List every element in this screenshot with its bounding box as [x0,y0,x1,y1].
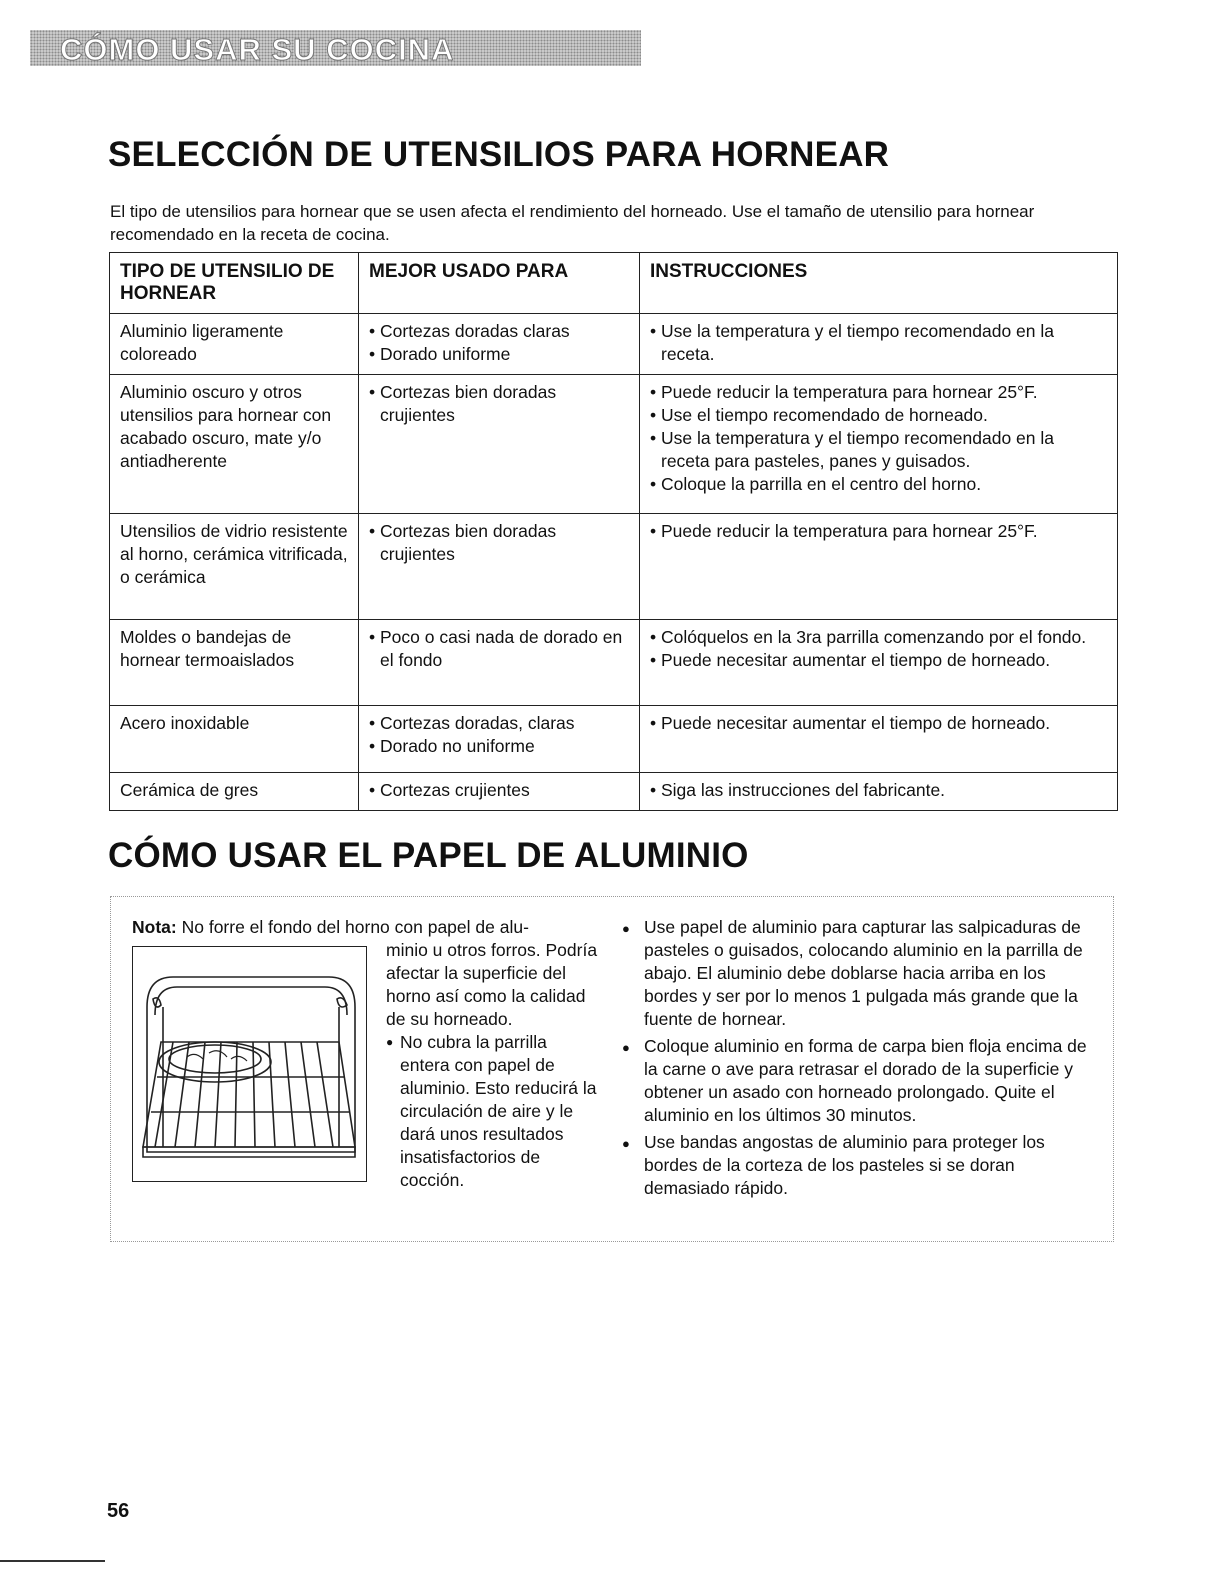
instructions-cell [640,706,1118,773]
note-paragraph [132,916,602,939]
list-item: • Puede necesitar aumentar el tiempo de horneado. [650,649,1107,672]
list-item: ● Coloque aluminio en forma de carpa bien floja encima de la carne o ave para retrasar el dorado de la superficie y obtener un asado con horneado prolongado. Quite el aluminio en los últimos 30 minutos. [622,1035,1092,1127]
best-used-cell [359,773,640,811]
page-number: 56 [107,1500,130,1522]
intro-paragraph: El tipo de utensilios para hornear que se usen afecta el rendimiento del horneado. Use el tamaño de utensilio para hornear recomendado en la receta de cocina. [110,202,1035,244]
list-item: ● Use bandas angostas de aluminio para proteger los bordes de la corteza de los pasteles si se doran demasiado rápido. [622,1131,1092,1200]
list-item: • Use la temperatura y el tiempo recomendado en la receta. [650,320,1107,366]
header-instructions: INSTRUCCIONES [640,253,1118,314]
best-used-cell [359,706,640,773]
note-text-rest: minio u otros forros. Podría afectar la superficie del horno así como la calidad de su horneado. [386,940,598,1029]
oven-rack-with-pie-icon [132,946,367,1182]
list-item: ● Use papel de aluminio para capturar las salpicaduras de pasteles o guisados, colocando aluminio en la parrilla de abajo. El aluminio debe doblarse hacia arriba en los bordes y ser por lo menos 1 pulgada más grande que la fuente de hornear. [622,916,1092,1031]
list-item: • Dorado uniforme [369,343,629,366]
table-row [110,620,1118,706]
instructions-cell [640,620,1118,706]
bakeware-type-cell: Moldes o bandejas de hornear termoaislados [110,620,359,706]
bakeware-type-cell: Cerámica de gres [110,773,359,811]
best-used-cell [359,620,640,706]
page-title: SELECCIÓN DE UTENSILIOS PARA HORNEAR [108,135,890,174]
list-item: • Colóquelos en la 3ra parrilla comenzando por el fondo. [650,626,1107,649]
table-row [110,514,1118,620]
best-used-cell [359,514,640,620]
list-item: • Cortezas doradas claras [369,320,629,343]
best-used-cell [359,375,640,514]
list-item: • Puede reducir la temperatura para hornear 25°F. [650,381,1107,404]
list-item: • Cortezas crujientes [369,779,629,802]
bakeware-type-cell: Acero inoxidable [110,706,359,773]
instructions-cell [640,375,1118,514]
list-item: • Cortezas bien doradas crujientes [369,381,629,427]
list-item: • Dorado no uniforme [369,735,629,758]
bakeware-table [109,252,1118,811]
instructions-cell [640,314,1118,375]
list-item: • Siga las instrucciones del fabricante. [650,779,1107,802]
instructions-cell [640,773,1118,811]
best-used-cell [359,314,640,375]
list-item: • Use el tiempo recomendado de horneado. [650,404,1107,427]
table-row [110,375,1118,514]
bakeware-type-cell: Aluminio oscuro y otros utensilios para hornear con acabado oscuro, mate y/o antiadherente [110,375,359,514]
note-continuation [386,939,601,1192]
foil-tips-list [622,916,1092,1204]
list-item: • Puede reducir la temperatura para hornear 25°F. [650,520,1107,543]
bakeware-type-cell: Utensilios de vidrio resistente al horno, cerámica vitrificada, o cerámica [110,514,359,620]
list-item: • Use la temperatura y el tiempo recomendado en la receta para pasteles, panes y guisados. [650,427,1107,473]
note-label: Nota: [132,917,177,937]
list-item: • Cortezas bien doradas crujientes [369,520,629,566]
instructions-cell [640,514,1118,620]
table-row [110,314,1118,375]
section-banner [30,30,641,66]
table-row [110,773,1118,811]
table-header-row [110,253,1118,314]
list-item: • Coloque la parrilla en el centro del horno. [650,473,1107,496]
section-title-foil: CÓMO USAR EL PAPEL DE ALUMINIO [108,836,749,875]
oven-illustration [133,947,365,1180]
header-best-used-for: MEJOR USADO PARA [359,253,640,314]
note-text-first-line: No forre el fondo del horno con papel de alu- [181,917,529,937]
list-item: • Puede necesitar aumentar el tiempo de horneado. [650,712,1107,735]
header-bakeware-type: TIPO DE UTENSILIO DE HORNEAR [110,253,359,314]
note-bullet: ● No cubra la parrilla entera con papel de aluminio. Esto reducirá la circulación de aire y le dará unos resultados insatisfactorios de cocción. [386,1031,601,1192]
footer-divider [0,1560,105,1562]
bakeware-type-cell: Aluminio ligeramente coloreado [110,314,359,375]
list-item: • Poco o casi nada de dorado en el fondo [369,626,629,672]
table-row [110,706,1118,773]
list-item: • Cortezas doradas, claras [369,712,629,735]
banner-title: CÓMO USAR SU COCINA [60,32,455,67]
